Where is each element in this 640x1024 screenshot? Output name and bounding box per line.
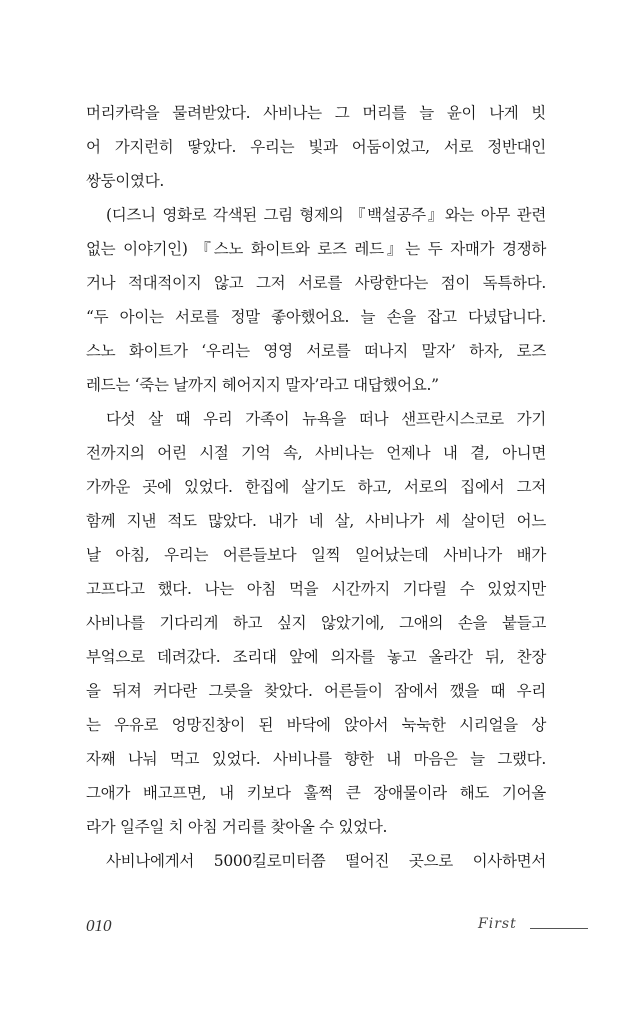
text-line: 을 뒤져 커다란 그릇을 찾았다. 어른들이 잠에서 깼을 때 우리 [86,682,546,700]
text-line: 사비나에게서 5000킬로미터쯤 떨어진 곳으로 이사하면서 [106,852,546,870]
text-line: 쌍둥이였다. [86,172,164,190]
text-line: 그애가 배고프면, 내 키보다 훌쩍 큰 장애물이라 해도 기어올 [86,784,546,802]
text-line: 머리카락을 물려받았다. 사비나는 그 머리를 늘 윤이 나게 빗 [86,104,546,122]
body-text [86,96,546,878]
text-line: 없는 이야기인) 『스노 화이트와 로즈 레드』는 두 자매가 경쟁하 [86,240,546,258]
text-line: 스노 화이트가 ‘우리는 영영 서로를 떠나지 말자’ 하자, 로즈 [86,342,546,360]
text-line: 라가 일주일 치 아침 거리를 찾아올 수 있었다. [86,818,388,836]
text-line: 날 아침, 우리는 어른들보다 일찍 일어났는데 사비나가 배가 [86,546,546,564]
text-line: 어 가지런히 땋았다. 우리는 빛과 어둠이었고, 서로 정반대인 [86,138,546,156]
text-line: 는 우유로 엉망진창이 된 바닥에 앉아서 눅눅한 시리얼을 상 [86,716,546,734]
footer-divider [530,928,588,929]
chapter-label: First [478,916,517,932]
text-line: (디즈니 영화로 각색된 그림 형제의 『백설공주』와는 아무 관련 [106,206,546,224]
text-line: 가까운 곳에 있었다. 한집에 살기도 하고, 서로의 집에서 그저 [86,478,546,496]
text-line: 사비나를 기다리게 하고 싶지 않았기에, 그애의 손을 붙들고 [86,614,546,632]
page-number: 010 [86,916,112,935]
text-line: 거나 적대적이지 않고 그저 서로를 사랑한다는 점이 독특하다. [86,274,546,292]
text-line: 고프다고 했다. 나는 아침 먹을 시간까지 기다릴 수 있었지만 [86,580,546,598]
text-line: 레드는 ‘죽는 날까지 헤어지지 말자’라고 대답했어요.” [86,376,439,394]
text-line: 부엌으로 데려갔다. 조리대 앞에 의자를 놓고 올라간 뒤, 찬장 [86,648,546,666]
text-line: “두 아이는 서로를 정말 좋아했어요. 늘 손을 잡고 다녔답니다. [86,308,546,326]
text-line: 다섯 살 때 우리 가족이 뉴욕을 떠나 샌프란시스코로 가기 [106,410,546,428]
text-line: 자째 나눠 먹고 있었다. 사비나를 향한 내 마음은 늘 그랬다. [86,750,546,768]
text-line: 전까지의 어린 시절 기억 속, 사비나는 언제나 내 곁, 아니면 [86,444,546,462]
text-line: 함께 지낸 적도 많았다. 내가 네 살, 사비나가 세 살이던 어느 [86,512,546,530]
